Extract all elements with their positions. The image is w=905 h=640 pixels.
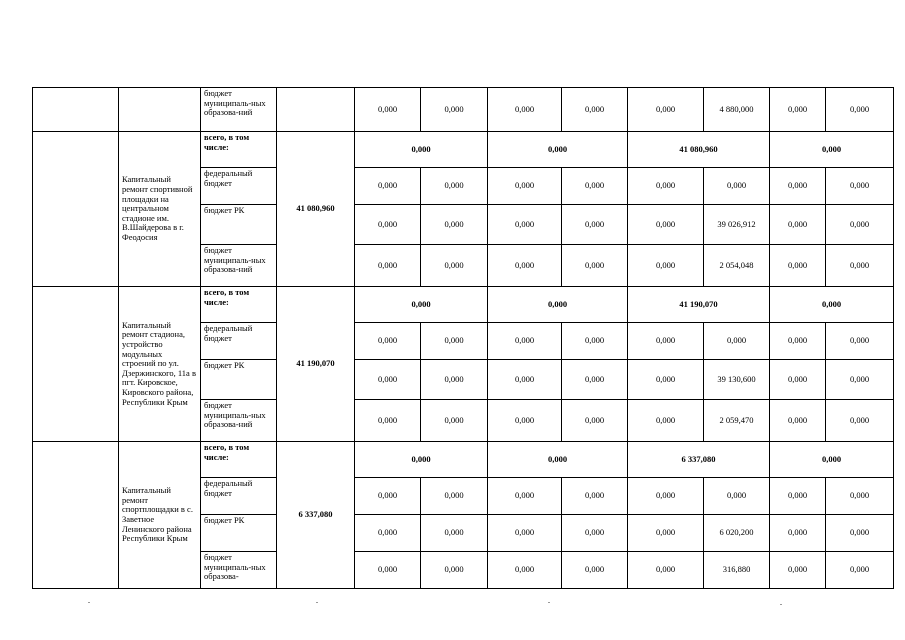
value-cell: 0,000 <box>770 515 826 552</box>
value-cell: 0,000 <box>826 360 894 400</box>
year-total-cell: 0,000 <box>355 442 488 478</box>
funding-source-cell: бюджет муниципаль-ных образова- <box>201 552 277 589</box>
value-cell: 0,000 <box>562 323 628 360</box>
value-cell: 0,000 <box>628 168 704 205</box>
object-name-cell: Капитальный ремонт стадиона, устройство модульных строений по ул. Дзержинского, 11а в пгт. Кировское, Кировского района, Республики Крым <box>119 287 201 442</box>
value-cell: 0,000 <box>628 400 704 442</box>
object-amount-cell: 6 337,080 <box>277 442 355 589</box>
value-cell: 316,880 <box>704 552 770 589</box>
funding-source-cell: федеральный бюджет <box>201 478 277 515</box>
value-cell: 0,000 <box>826 88 894 132</box>
scan-speck <box>780 604 782 605</box>
funding-source-cell: бюджет муниципаль-ных образова-ний <box>201 245 277 287</box>
funding-source-total-label: всего, в том числе: <box>201 132 277 168</box>
year-total-cell: 0,000 <box>770 132 894 168</box>
value-cell: 0,000 <box>826 205 894 245</box>
funding-source-cell: бюджет муниципаль-ных образова-ний <box>201 400 277 442</box>
table-row-total <box>33 132 894 168</box>
scan-speck <box>316 602 318 603</box>
value-cell: 0,000 <box>488 323 562 360</box>
value-cell: 0,000 <box>628 360 704 400</box>
value-cell: 0,000 <box>421 478 488 515</box>
year-total-cell: 0,000 <box>770 442 894 478</box>
year-total-cell: 41 080,960 <box>628 132 770 168</box>
value-cell: 0,000 <box>770 323 826 360</box>
year-total-cell: 41 190,070 <box>628 287 770 323</box>
value-cell: 0,000 <box>704 478 770 515</box>
year-total-cell: 0,000 <box>355 287 488 323</box>
value-cell: 0,000 <box>628 515 704 552</box>
object-amount-cell: 41 190,070 <box>277 287 355 442</box>
value-cell: 0,000 <box>826 245 894 287</box>
empty-cell <box>33 442 119 589</box>
empty-cell <box>33 132 119 287</box>
value-cell: 0,000 <box>421 245 488 287</box>
value-cell: 0,000 <box>826 400 894 442</box>
value-cell: 0,000 <box>628 245 704 287</box>
funding-source-total-label: всего, в том числе: <box>201 442 277 478</box>
value-cell: 0,000 <box>770 552 826 589</box>
value-cell: 0,000 <box>488 478 562 515</box>
value-cell: 0,000 <box>826 168 894 205</box>
value-cell: 0,000 <box>488 88 562 132</box>
value-cell: 0,000 <box>770 205 826 245</box>
value-cell: 0,000 <box>770 478 826 515</box>
value-cell: 39 130,600 <box>704 360 770 400</box>
object-name-cell: Капитальный ремонт спортивной площадки на центральном стадионе им. В.Шайдерова в г. Феодосия <box>119 132 201 287</box>
object-name-cell <box>119 88 201 132</box>
value-cell: 0,000 <box>421 552 488 589</box>
empty-cell <box>33 88 119 132</box>
year-total-cell: 0,000 <box>770 287 894 323</box>
value-cell: 0,000 <box>355 88 421 132</box>
table-row <box>33 88 894 132</box>
value-cell: 2 054,048 <box>704 245 770 287</box>
object-amount-cell: 41 080,960 <box>277 132 355 287</box>
funding-source-cell: федеральный бюджет <box>201 323 277 360</box>
value-cell: 0,000 <box>355 360 421 400</box>
value-cell: 0,000 <box>421 323 488 360</box>
value-cell: 6 020,200 <box>704 515 770 552</box>
value-cell: 0,000 <box>421 168 488 205</box>
value-cell: 0,000 <box>562 205 628 245</box>
value-cell: 0,000 <box>355 245 421 287</box>
value-cell: 0,000 <box>421 88 488 132</box>
value-cell: 39 026,912 <box>704 205 770 245</box>
value-cell: 0,000 <box>488 360 562 400</box>
year-total-cell: 6 337,080 <box>628 442 770 478</box>
value-cell: 0,000 <box>355 478 421 515</box>
year-total-cell: 0,000 <box>488 287 628 323</box>
scan-speck <box>88 602 90 603</box>
value-cell: 0,000 <box>562 515 628 552</box>
value-cell: 0,000 <box>562 552 628 589</box>
value-cell: 0,000 <box>421 515 488 552</box>
funding-source-cell: бюджет РК <box>201 205 277 245</box>
value-cell: 0,000 <box>770 400 826 442</box>
value-cell: 0,000 <box>704 323 770 360</box>
value-cell: 0,000 <box>770 245 826 287</box>
value-cell: 0,000 <box>628 478 704 515</box>
value-cell: 0,000 <box>355 168 421 205</box>
value-cell: 0,000 <box>355 552 421 589</box>
value-cell: 4 880,000 <box>704 88 770 132</box>
value-cell: 0,000 <box>562 478 628 515</box>
value-cell: 0,000 <box>826 323 894 360</box>
value-cell: 0,000 <box>826 478 894 515</box>
funding-source-cell: бюджет РК <box>201 360 277 400</box>
value-cell: 0,000 <box>628 552 704 589</box>
value-cell: 0,000 <box>488 205 562 245</box>
amount-cell <box>277 88 355 132</box>
value-cell: 0,000 <box>421 360 488 400</box>
table-row-total <box>33 287 894 323</box>
value-cell: 0,000 <box>562 400 628 442</box>
value-cell: 0,000 <box>562 245 628 287</box>
value-cell: 0,000 <box>355 323 421 360</box>
value-cell: 0,000 <box>628 205 704 245</box>
scan-speck <box>548 602 550 603</box>
value-cell: 0,000 <box>628 323 704 360</box>
value-cell: 0,000 <box>488 245 562 287</box>
value-cell: 0,000 <box>562 360 628 400</box>
value-cell: 0,000 <box>770 88 826 132</box>
value-cell: 0,000 <box>488 400 562 442</box>
object-name-cell: Капитальный ремонт спортплощадки в с. Заветное Ленинского района Республики Крым <box>119 442 201 589</box>
funding-source-cell: бюджет муниципаль-ных образова-ний <box>201 88 277 132</box>
year-total-cell: 0,000 <box>488 442 628 478</box>
budget-table-page <box>32 87 894 589</box>
value-cell: 0,000 <box>562 168 628 205</box>
value-cell: 0,000 <box>421 205 488 245</box>
value-cell: 0,000 <box>628 88 704 132</box>
value-cell: 0,000 <box>488 515 562 552</box>
year-total-cell: 0,000 <box>355 132 488 168</box>
funding-source-total-label: всего, в том числе: <box>201 287 277 323</box>
funding-source-cell: бюджет РК <box>201 515 277 552</box>
value-cell: 0,000 <box>770 360 826 400</box>
value-cell: 0,000 <box>488 168 562 205</box>
value-cell: 0,000 <box>355 400 421 442</box>
year-total-cell: 0,000 <box>488 132 628 168</box>
value-cell: 0,000 <box>826 515 894 552</box>
empty-cell <box>33 287 119 442</box>
value-cell: 0,000 <box>488 552 562 589</box>
value-cell: 0,000 <box>770 168 826 205</box>
value-cell: 2 059,470 <box>704 400 770 442</box>
value-cell: 0,000 <box>704 168 770 205</box>
budget-table <box>32 87 894 589</box>
value-cell: 0,000 <box>562 88 628 132</box>
value-cell: 0,000 <box>355 515 421 552</box>
funding-source-cell: федеральный бюджет <box>201 168 277 205</box>
value-cell: 0,000 <box>826 552 894 589</box>
value-cell: 0,000 <box>355 205 421 245</box>
value-cell: 0,000 <box>421 400 488 442</box>
table-row-total <box>33 442 894 478</box>
